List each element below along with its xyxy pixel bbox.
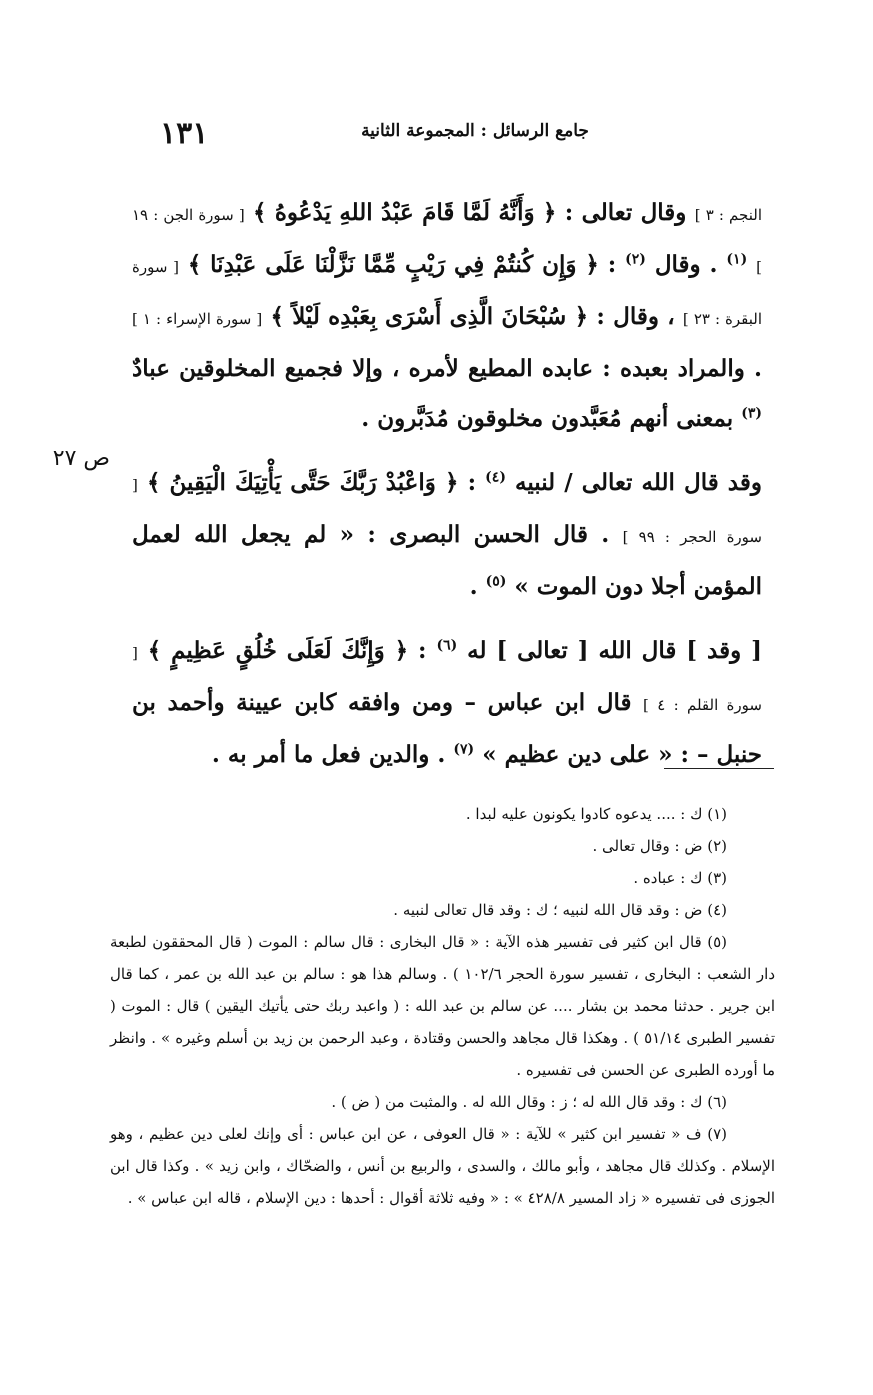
verse-reference: النجم : ٣ ] bbox=[694, 206, 762, 224]
footnote-marker: (٢) bbox=[625, 251, 646, 268]
text-segment: [ وقد ] قال الله [ تعالى ] له bbox=[467, 637, 762, 664]
text-segment: . والمراد بعبده : عابده المطيع لأمره ، وإلا فجميع المخلوقين عبادٌ bbox=[132, 355, 762, 382]
quran-quote: ﴿ وَاعْبُدْ رَبَّكَ حَتَّى يَأْتِيَكَ الْيَقِينُ ﴾ bbox=[146, 469, 459, 496]
footnote-2: (٢) ض : وقال تعالى . bbox=[592, 837, 727, 855]
text-segment: ، وقال : bbox=[596, 303, 675, 330]
quran-quote: ﴿ وَإِنَّكَ لَعَلَى خُلُقٍ عَظِيمٍ ﴾ bbox=[147, 637, 409, 664]
paragraph-3 bbox=[132, 626, 762, 780]
footnote-7: (٧) ف « تفسير ابن كثير » للآية : « قال العوفى ، عن ابن عباس : أى وإنك لعلى دين عظيم ، وهو الإسلام . وكذلك قال مجاهد ، وأبو مالك ، والسدى ، والربيع بن أنس ، والضحّاك ، وابن زيد » . وكذا قال ابن الجوزى فى تفسيره « زاد المسير ٤٢٨/٨ » : « وفيه ثلاثة أقوال : أحدها : دين الإسلام ، قاله ابن عباس » . bbox=[110, 1125, 775, 1207]
quran-quote: ﴿ وَأَنَّهُ لَمَّا قَامَ عَبْدُ اللهِ يَدْعُوهُ ﴾ bbox=[253, 199, 557, 226]
text-segment: . bbox=[469, 573, 478, 600]
paragraph-1 bbox=[132, 188, 762, 444]
footnote-marker: (٤) bbox=[485, 469, 506, 486]
text-segment: : bbox=[467, 469, 477, 496]
footnote-marker: (٧) bbox=[453, 741, 475, 758]
quran-quote: ﴿ وَإِن كُنتُمْ فِي رَيْبٍ مِّمَّا نَزَّلْنَا عَلَى عَبْدِنَا ﴾ bbox=[187, 251, 599, 278]
margin-page-reference: ص ٢٧ bbox=[52, 446, 110, 471]
footnote-marker: (٦) bbox=[436, 637, 458, 654]
footnote-6: (٦) ك : وقد قال الله له ؛ ز : وقال الله له . والمثبت من ( ض ) . bbox=[331, 1093, 727, 1111]
footnote-marker: (٥) bbox=[485, 573, 507, 590]
running-title: جامع الرسائل : المجموعة الثانية bbox=[361, 121, 589, 141]
footnote-1: (١) ك : .... يدعوه كادوا يكونون عليه لبدا . bbox=[465, 805, 727, 823]
text-segment: . وقال bbox=[654, 251, 718, 278]
text-segment: : bbox=[418, 637, 427, 664]
main-text bbox=[132, 188, 762, 794]
footnotes bbox=[110, 798, 775, 1214]
text-segment: بمعنى أنهم مُعَبَّدون مخلوقون مُدَبَّرون . bbox=[361, 405, 734, 432]
paragraph-2 bbox=[132, 458, 762, 612]
footnote-4: (٤) ض : وقد قال الله لنبيه ؛ ك : وقد قال تعالى لنبيه . bbox=[393, 901, 727, 919]
verse-reference: [ سورة الجن : ١٩ ] bbox=[132, 206, 762, 276]
footnote-5: (٥) قال ابن كثير فى تفسير هذه الآية : « قال البخارى : قال سالم : الموت ( قال المحققون لطبعة دار الشعب : البخارى ، تفسير سورة الحجر ١٠٢/٦ ) . وسالم هذا هو : سالم بن عبد الله بن عمر ، كما قال ابن جرير . حدثنا محمد بن بشار .... عن سالم بن عبد الله : ( واعبد ربك حتى يأتيك اليقين ) قال : الموت ( تفسير الطبرى ٥١/١٤ ) . وهكذا قال مجاهد والحسن وقتادة ، وعبد الرحمن بن زيد بن أسلم وغيره » . وانظر ما أورده الطبرى عن الحسن فى تفسيره . bbox=[110, 933, 775, 1079]
verse-reference: [ سورة القلم : ٤ ] bbox=[132, 644, 762, 714]
text-segment: . قال الحسن البصرى : « لم يجعل الله لعمل المؤمن أجلا دون الموت » bbox=[132, 521, 762, 600]
text-segment: . والدين فعل ما أمر به . bbox=[211, 741, 446, 768]
text-segment: وقال تعالى : bbox=[564, 199, 687, 226]
quran-quote: ﴿ سُبْحَانَ الَّذِى أَسْرَى بِعَبْدِه لَيْلاً ﴾ bbox=[270, 303, 589, 330]
page-number: ١٣١ bbox=[160, 116, 209, 151]
footnote-marker: (١) bbox=[726, 251, 748, 268]
text-segment: وقد قال الله تعالى / لنبيه bbox=[515, 469, 762, 496]
footnote-marker: (٣) bbox=[741, 405, 762, 422]
text-segment: : bbox=[607, 251, 617, 278]
verse-reference: [ سورة البقرة : ٢٣ ] bbox=[132, 258, 763, 328]
text-segment: قال ابن عباس – ومن وافقه كابن عيينة وأحمد بن حنبل – : « على دين عظيم » bbox=[132, 689, 762, 768]
verse-reference: [ سورة الإسراء : ١ ] bbox=[132, 310, 263, 328]
footnote-separator bbox=[664, 768, 774, 769]
footnote-3: (٣) ك : عباده . bbox=[633, 869, 727, 887]
verse-reference: [ سورة الحجر : ٩٩ ] bbox=[132, 476, 762, 546]
